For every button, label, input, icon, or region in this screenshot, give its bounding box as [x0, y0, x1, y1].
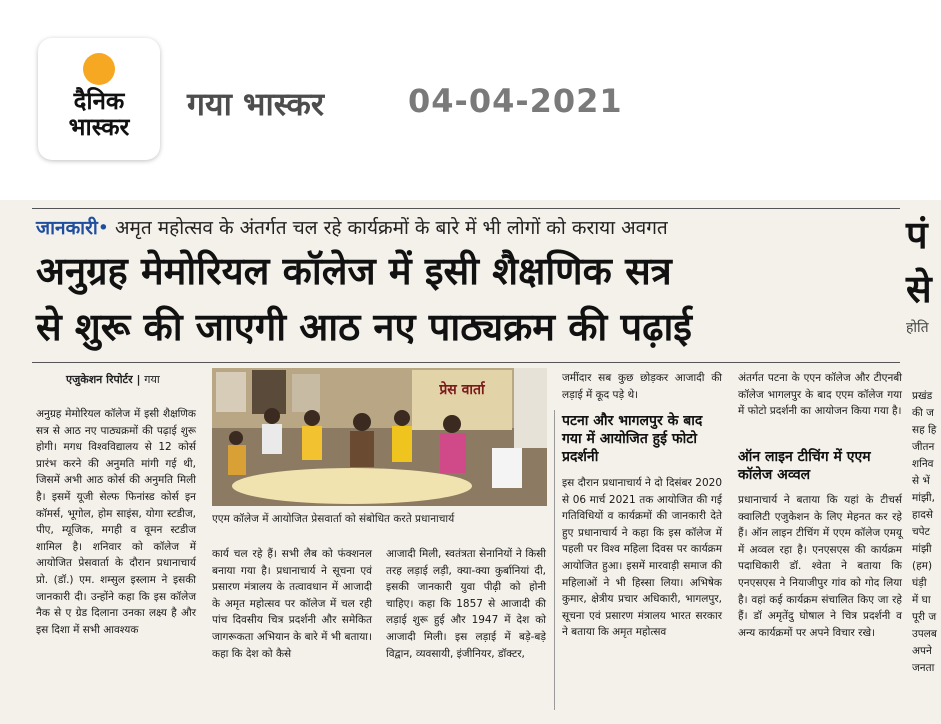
headline-line1: अनुग्रह मेमोरियल कॉलेज में इसी शैक्षणिक सत्र [36, 249, 672, 293]
banner-text: प्रेस वार्ता [439, 382, 485, 398]
byline-place: गया [144, 373, 160, 386]
article-column-3 [386, 546, 546, 662]
headline-line2: से शुरू की जाएगी आठ नए पाठ्यक्रम की पढ़ाई [36, 305, 692, 349]
adjacent-kicker-fragment: होति [906, 320, 929, 336]
kicker: जानकारी• अमृत महोत्सव के अंतर्गत चल रहे कार्यक्रमों के बारे में भी लोगों को कराया अवगत [36, 217, 668, 239]
column-divider [554, 410, 555, 710]
newspaper-clipping [0, 200, 941, 724]
sun-icon [83, 53, 115, 85]
dainik-bhaskar-logo [38, 38, 160, 160]
adjacent-headline-fragment: पं [906, 213, 928, 257]
byline: एजुकेशन रिपोर्टर | गया [66, 373, 160, 386]
kicker-text: अमृत महोत्सव के अंतर्गत चल रहे कार्यक्रमों के बारे में भी लोगों को कराया अवगत [115, 217, 668, 239]
article-column-1 [36, 406, 196, 638]
article-column-5 [738, 492, 902, 641]
article-column-4-top [562, 370, 722, 403]
article-column-5-top [738, 370, 902, 420]
paragraph: इस दौरान प्रधानाचार्य ने दो दिसंबर 2020 से 06 मार्च 2021 तक आयोजित की गई गतिविधियों व कार्यक्रमों की जानकारी देते हुए प्रधानाचार्य ने कहा कि इस कॉलेज में पहली पर विश्व महिला दिवस पर कार्यक्रम आयोजित हुआ। इसमें मारवाड़ी समाज की महिलाओं ने भी हिस्सा लिया। अभिषेक कुमार, क्षेत्रीय प्रचार अधिकारी, भागलपुर, सूचना एवं प्रसारण मंत्रालय भारत सरकार ने बताया कि अमृत महोत्सव [562, 477, 722, 639]
divider [32, 362, 900, 363]
adjacent-headline-fragment: से [906, 267, 932, 311]
paragraph: प्रधानाचार्य ने बताया कि यहां के टीचर्स क्वालिटी एजुकेशन के लिए मेहनत कर रहे हैं। ऑन लाइन टीचिंग में एएम कॉलेज एमयू में अव्वल रहा है। एनएसएस की कार्यक्रम पदाधिकारी डॉ. श्वेता ने बताया कि एनएसएस ने नियाजीपुर गांव को गोद लिया है। वहां कई कार्यक्रम संचालित किए जा रहे हैं। डॉ अमृतेंदु घोषाल ने चित्र प्रदर्शनी व अन्य कार्यक्रमों पर अपने विचार रखे। [738, 494, 902, 639]
press-conference-photo [212, 368, 547, 506]
paragraph: अंतर्गत पटना के एएन कॉलेज और टीएनबी कॉलेज भागलपुर के बाद एएम कॉलेज गया में फोटो प्रदर्शनी का आयोजन किया गया है। [738, 372, 902, 418]
logo-text-line1: दैनिक [73, 87, 125, 115]
article-column-2 [212, 546, 372, 662]
divider [32, 208, 900, 209]
photo-caption: एएम कॉलेज में आयोजित प्रेसवार्ता को संबोधित करते प्रधानाचार्य [212, 513, 455, 525]
article-column-4 [562, 475, 722, 641]
paragraph: कार्य चल रहे हैं। सभी लैब को फंक्शनल बनाया गया है। प्रधानाचार्य ने सूचना एवं प्रसारण मंत्रालय के तत्वावधान में आजादी के अमृत महोत्सव पर कॉलेज में चल रही पांच दिवसीय चित्र प्रदर्शनी और समेकित जागरूकता अभियान के बारे में भी बताया। कहा कि देश को कैसे [212, 548, 372, 660]
adjacent-column: प्रखंड की ज सह हि जीतन शनिव से भें मांझी, हादसे चपेट मांझी (हम) घंड़ी में घा पूरी ज उपलब अपने जनता [912, 390, 937, 674]
kicker-tag: जानकारी [36, 217, 98, 239]
edition-date: 04-04-2021 [408, 82, 623, 120]
edition-title: गया भास्कर [187, 85, 324, 123]
subheading: पटना और भागलपुर के बाद गया में आयोजित हुई फोटो प्रदर्शनी [562, 413, 703, 465]
byline-author: एजुकेशन रिपोर्टर [66, 373, 133, 386]
logo-text-line2: भास्कर [68, 113, 130, 141]
subheading: ऑन लाइन टीचिंग में एएम कॉलेज अव्वल [738, 449, 871, 483]
paragraph: आजादी मिली, स्वतंत्रता सेनानियों ने किसी तरह लड़ाई लड़ी, क्या-क्या कुर्बानियां दी, इसकी जानकारी युवा पीढ़ी को होनी चाहिए। कहा कि 1857 से आजादी की लड़ाई शुरू हुई और 1947 में देश को आजादी मिली। इस लड़ाई में बड़े-बड़े विद्वान, व्यवसायी, इंजीनियर, डॉक्टर, [386, 548, 546, 660]
paragraph: जमींदार सब कुछ छोड़कर आजादी की लड़ाई में कूद पड़े थे। [562, 372, 722, 401]
paragraph: अनुग्रह मेमोरियल कॉलेज में इसी शैक्षणिक सत्र से आठ नए पाठ्यक्रमों की पढ़ाई शुरू होगी। मगध विश्वविद्यालय से 12 कोर्स प्रारंभ करने की अनुमति मांगी गई थी, जिसमें अभी आठ कोर्स की अनुमति मिली है। इसमें यूजी सेल्फ फिनांस्ड कोर्स इन कॉमर्स, भूगोल, होम साइंस, योगा स्टडीज, पीए, म्यूजिक, मगही व वूमन स्टडीज शामिल है। शनिवार को कॉलेज में आयोजित प्रेसवार्ता के दौरान प्रधानाचार्य प्रो. (डॉ.) एम. शम्सुल इस्लाम ने इसकी जानकारी दी। उन्होंने कहा कि इस कॉलेज नैक से ए ग्रेड दिलाना उनका लक्ष्य है और इस दिशा में सभी आवश्यक [36, 408, 196, 636]
